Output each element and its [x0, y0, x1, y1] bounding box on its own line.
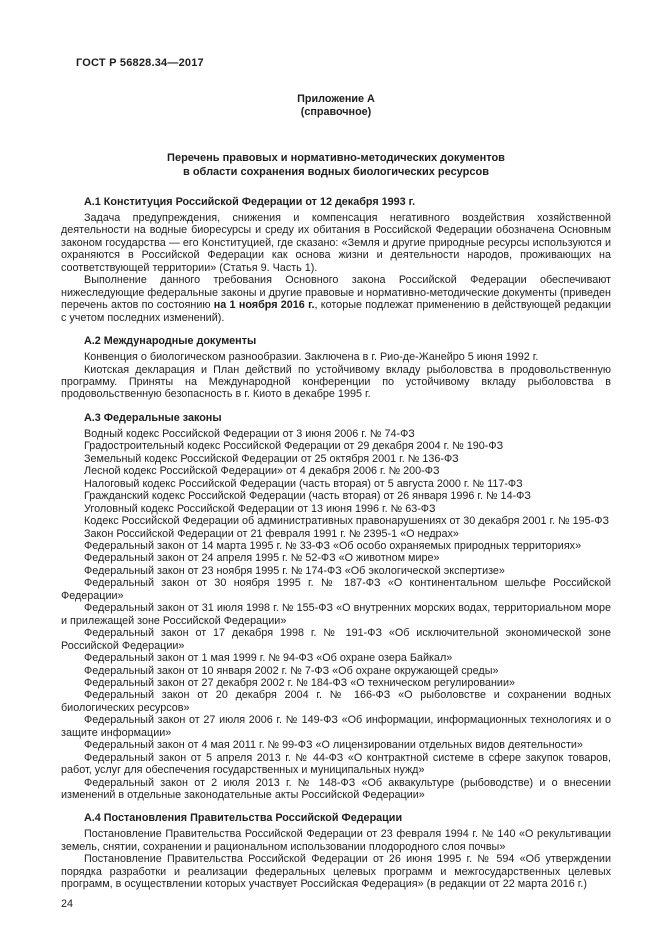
bold-date-text: на 1 ноября 2016 г.: [213, 299, 315, 312]
decree-item: Постановление Правительства Российской Федерации от 26 июня 1995 г. № 594 «Об утверждении порядка разработки и реализации федеральных целевых программ и межгосударственных целевых программ, в осуществлении которых участвует Российская Федерация» (в редакции от 22 марта 2016 г.): [61, 853, 611, 891]
appendix-note: (справочное): [300, 106, 372, 118]
section-a3: [61, 412, 611, 802]
law-item: Федеральный закон от 10 января 2002 г. № 7-ФЗ «Об охране окружающей среды»: [84, 664, 499, 677]
law-item: Уголовный кодекс Российской Федерации от 13 июня 1996 г. № 63-ФЗ: [84, 502, 436, 515]
decree-item: Постановление Правительства Российской Федерации от 23 февраля 1994 г. № 140 «О рекультивации земель, снятии, сохранении и рациональном использовании плодородного слоя почвы»: [61, 828, 611, 853]
law-item: Налоговый кодекс Российской Федерации (часть вторая) от 5 августа 2000 г. № 117-ФЗ: [84, 477, 523, 490]
law-item: Закон Российской Федерации от 21 февраля 1991 г. № 2395-1 «О недрах»: [84, 527, 459, 540]
section-a1: [61, 196, 611, 324]
law-item: Федеральный закон от 14 марта 1995 г. № 33-ФЗ «Об особо охраняемых природных территориях»: [84, 539, 582, 552]
law-item: Федеральный закон от 23 ноября 1995 г. № 174-ФЗ «Об экологической экспертизе»: [84, 564, 505, 577]
section-a1-heading: А.1 Конституция Российской Федерации от 12 декабря 1993 г.: [84, 196, 416, 208]
page-title-line1: Перечень правовых и нормативно-методических документов: [167, 152, 505, 164]
page-number: 24: [61, 897, 74, 910]
law-item: Федеральный закон от 17 декабря 1998 г. № 191-ФЗ «Об исключительной экономической зоне Российской Федерации»: [61, 627, 611, 652]
appendix-label: Приложение А: [297, 93, 375, 105]
paragraph-text: , которые подлежат применению в действующей редакции с учетом последних изменений).: [61, 299, 611, 324]
section-a3-heading: А.3 Федеральные законы: [84, 411, 222, 424]
paragraph-text: Выполнение данного требования Основного закона Российской Федерации обеспечивают нижеследующие федеральные законы и другие правовые и нормативно-методические документы (приведен перечень актов по состоянию: [61, 274, 612, 312]
section-a4: [61, 812, 611, 890]
law-item: Лесной кодекс Российской Федерации» от 4 декабря 2006 г. № 200-ФЗ: [84, 465, 440, 478]
law-item: Федеральный закон от 30 ноября 1995 г. № 187-ФЗ «О континентальном шельфе Российской Федерации»: [61, 577, 611, 602]
doc-number: ГОСТ Р 56828.34—2017: [76, 57, 204, 69]
paragraph: [61, 274, 611, 324]
law-item: Федеральный закон от 1 мая 1999 г. № 94-ФЗ «Об охране озера Байкал»: [84, 652, 453, 665]
law-item: Земельный кодекс Российской Федерации от 25 октября 2001 г. № 136-ФЗ: [84, 452, 459, 465]
section-a4-heading: А.4 Постановления Правительства Российской Федерации: [84, 812, 403, 825]
law-item: Градостроительный кодекс Российской Федерации от 29 декабря 2004 г. № 190-ФЗ: [84, 440, 504, 453]
law-item: Федеральный закон от 4 мая 2011 г. № 99-ФЗ «О лицензировании отдельных видов деятельности»: [84, 739, 583, 752]
law-item: Федеральный закон от 27 декабря 2002 г. № 184-ФЗ «О техническом регулировании»: [84, 676, 515, 689]
law-item: Водный кодекс Российской Федерации от 3 июня 2006 г. № 74-ФЗ: [84, 427, 415, 440]
section-a2: [61, 335, 611, 401]
paragraph: Задача предупреждения, снижения и компенсация негативного воздействия хозяйственной деятельности на водные биоресурсы и среду их обитания в Российской Федерации обозначена Основным законом государства — его Конституцией, где сказано: «Земля и другие природные ресурсы используются и охраняются в Российской Федерации как основа жизни и деятельности народов, проживающих на соответствующей территории» (Статья 9. Часть 1).: [61, 212, 611, 274]
document-item: Конвенция о биологическом разнообразии. Заключена в г. Рио-де-Жанейро 5 июня 1992 г.: [84, 351, 539, 364]
law-item: Федеральный закон от 2 июля 2013 г. № 148-ФЗ «Об аквакультуре (рыбоводстве) и о внесении изменений в отдельные законодательные акты Российской Федерации»: [61, 776, 611, 802]
law-item: Федеральный закон от 5 апреля 2013 г. № 44-ФЗ «О контрактной системе в сфере закупок товаров, работ, услуг для обеспечения государственных и муниципальных нужд»: [61, 751, 611, 777]
law-item: Федеральный закон от 27 июля 2006 г. № 149-ФЗ «Об информации, информационных технологиях и о защите информации»: [61, 714, 611, 739]
appendix-header: [61, 93, 611, 119]
page-title: [61, 152, 611, 179]
document-item: Киотская декларация и План действий по устойчивому вкладу рыболовства в продовольственную программу. Приняты на Международной конференции по устойчивому вкладу рыболовства в продовольственную безопасность в г. Киото в декабре 1995 г.: [61, 363, 611, 401]
law-item: Кодекс Российской Федерации об административных правонарушениях от 30 декабря 2001 г. № 195-ФЗ: [84, 515, 609, 528]
law-item: Федеральный закон от 20 декабря 2004 г. № 166-ФЗ «О рыболовстве и сохранении водных биологических ресурсов»: [61, 689, 611, 714]
law-item: Федеральный закон от 24 апреля 1995 г. № 52-ФЗ «О животном мире»: [84, 552, 440, 565]
law-item: Федеральный закон от 31 июля 1998 г. № 155-ФЗ «О внутренних морских водах, территориальном море и прилежащей зоне Российской Федерации»: [61, 602, 611, 627]
page-title-line2: в области сохранения водных биологических ресурсов: [183, 165, 489, 178]
section-a2-heading: А.2 Международные документы: [84, 335, 257, 348]
law-item: Гражданский кодекс Российской Федерации (часть вторая) от 26 января 1996 г. № 14-ФЗ: [84, 490, 531, 503]
